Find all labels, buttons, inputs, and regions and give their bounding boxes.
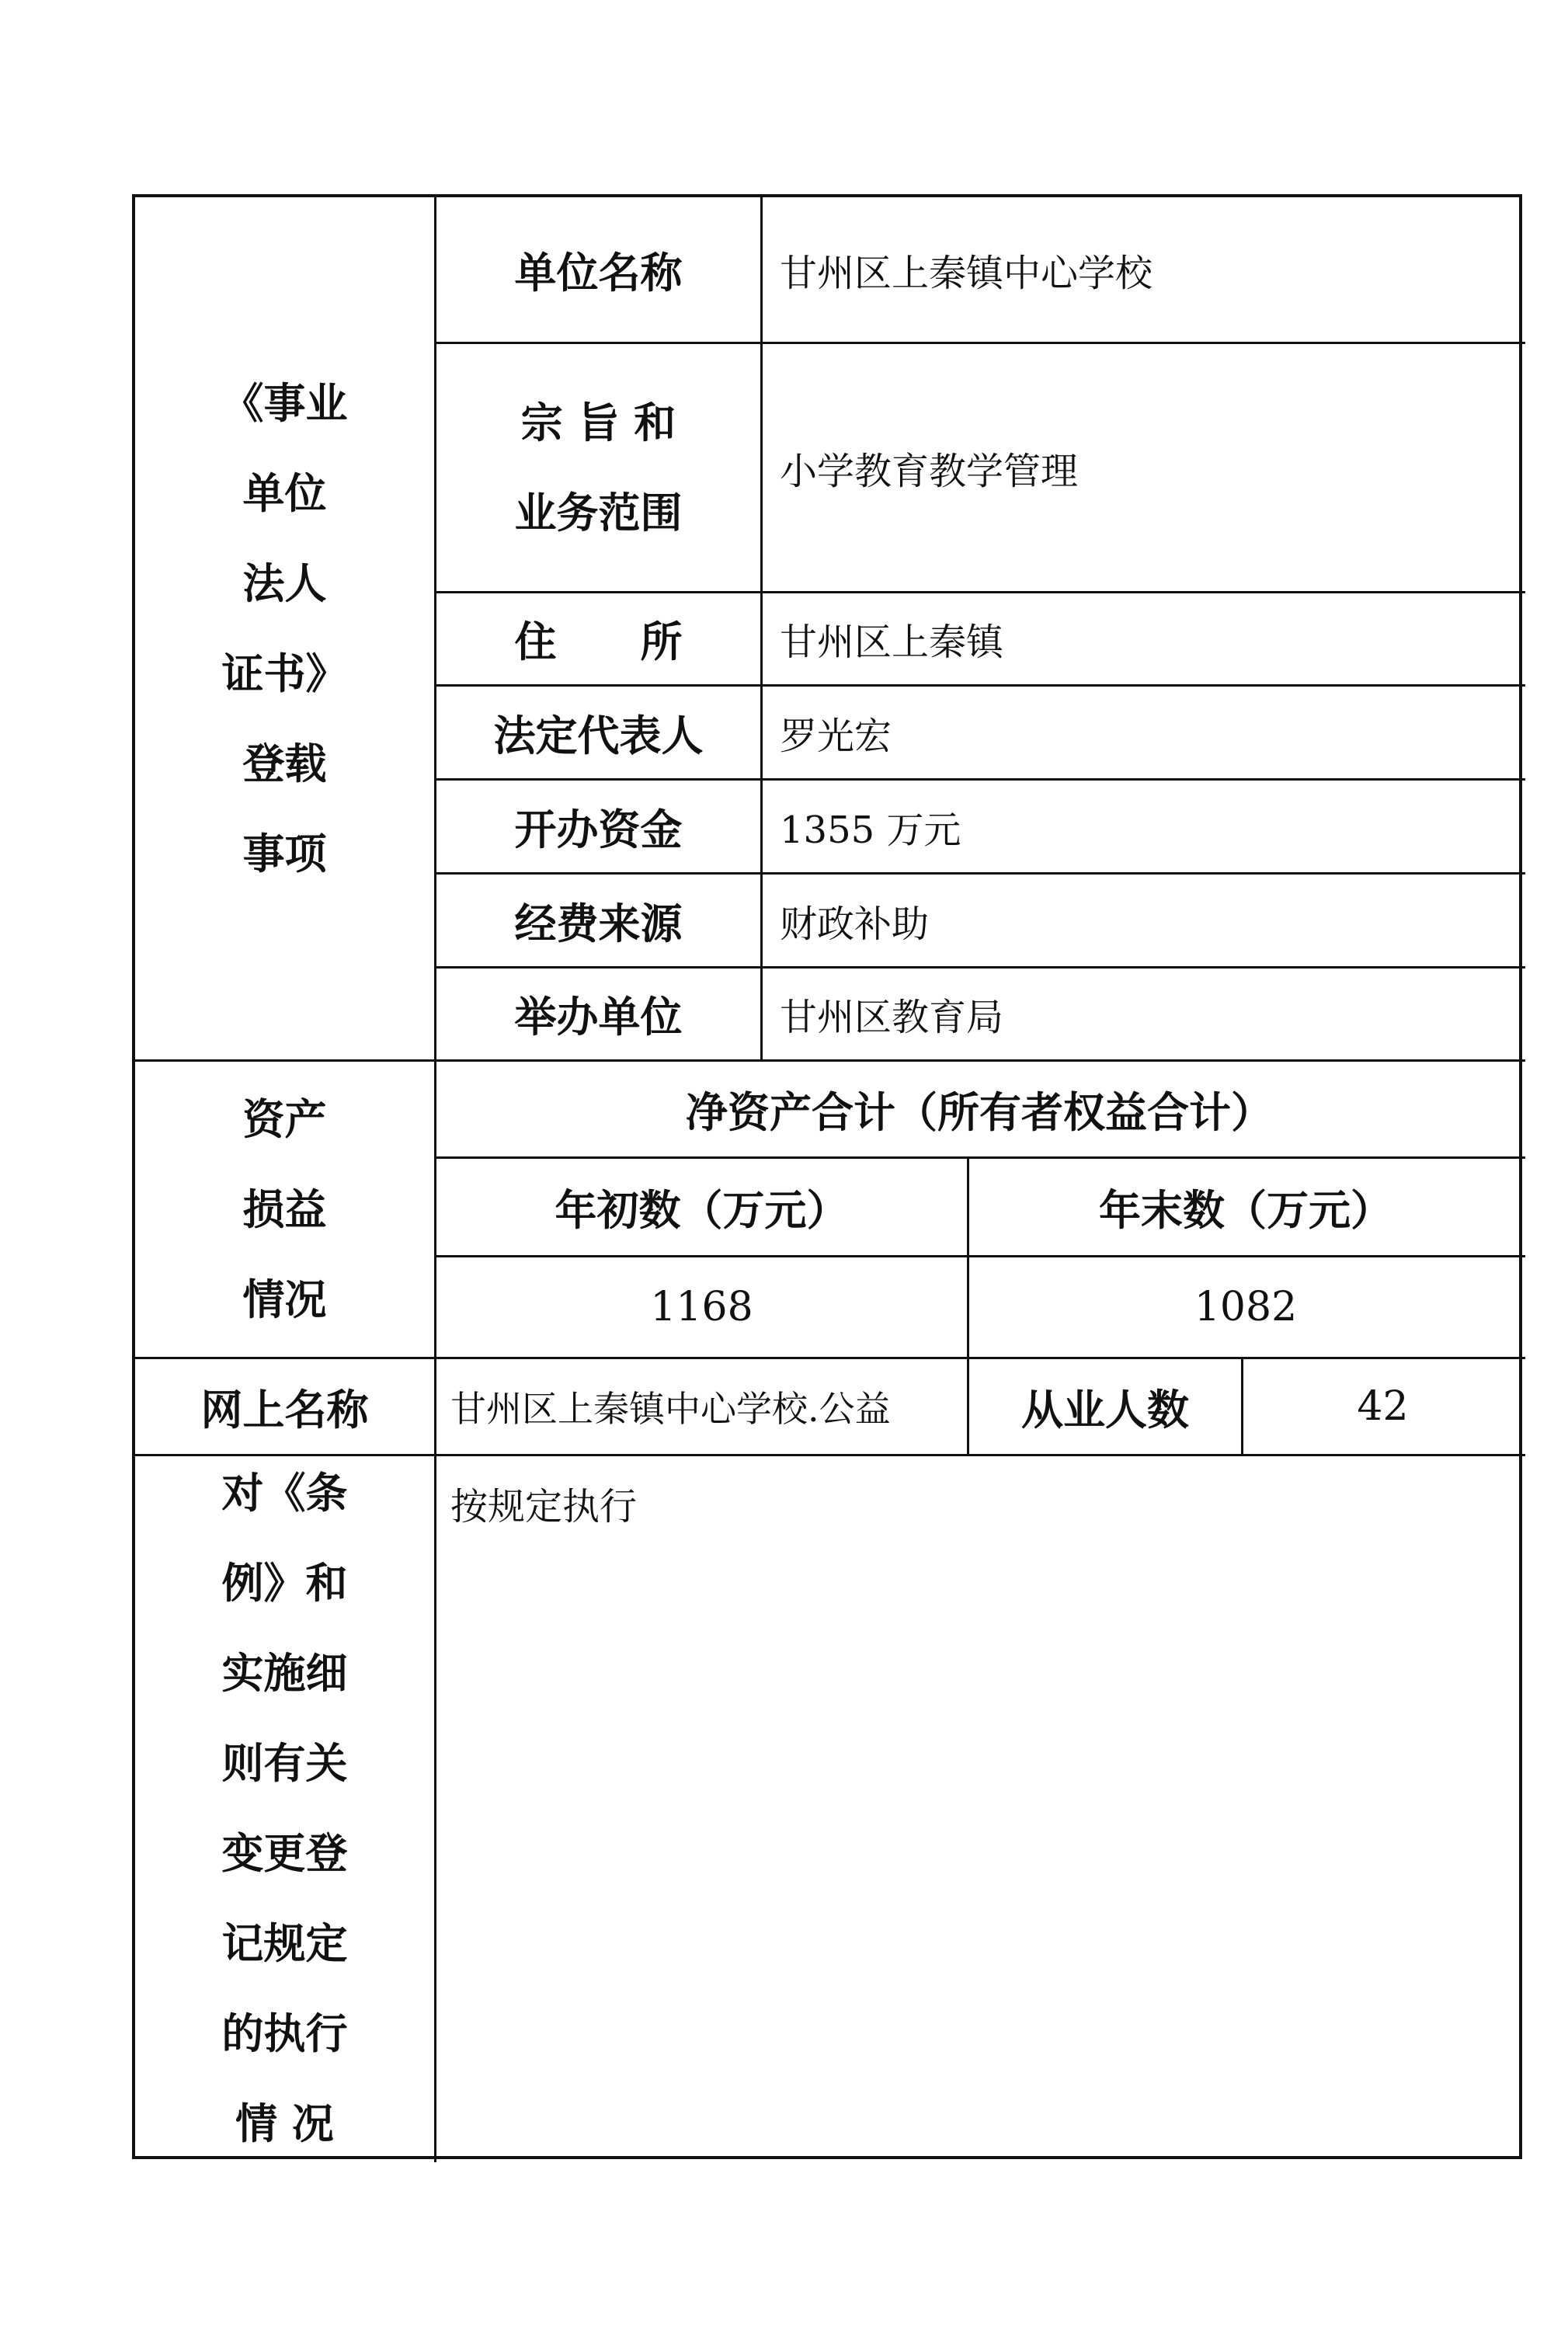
purpose-label: [436, 344, 760, 591]
online-name-label: 网上名称: [200, 1384, 369, 1435]
label-line: 记规定: [221, 1918, 348, 1968]
legal-rep-label: 法定代表人: [493, 710, 704, 760]
unit-name-value: 甘州区上秦镇中心学校: [780, 251, 1153, 295]
begin-year-label: 年初数（万元）: [555, 1184, 849, 1235]
label-line: 宗 旨 和: [520, 398, 676, 447]
label-line: 变更登: [221, 1827, 348, 1878]
label-line: 登载: [242, 739, 327, 788]
online-name-value: 甘州区上秦镇中心学校.公益: [450, 1388, 891, 1430]
end-year-value: 1082: [1194, 1284, 1298, 1330]
grid-line: [434, 197, 436, 2162]
label-line: 例》和: [221, 1557, 348, 1608]
grid-line: [135, 1357, 1525, 1359]
registration-section-label: [135, 197, 434, 1059]
begin-year-value: 1168: [650, 1284, 753, 1330]
purpose-value: 小学教育教学管理: [780, 449, 1079, 493]
label-line: 事项: [242, 829, 327, 878]
grid-line: [434, 591, 1525, 593]
staff-count-label: 从业人数: [1021, 1384, 1189, 1435]
grid-line: [434, 684, 1525, 687]
end-year-label: 年末数（万元）: [1099, 1184, 1392, 1235]
grid-line: [434, 342, 1525, 344]
sponsor-label: 举办单位: [514, 992, 683, 1042]
label-line: 情况: [242, 1275, 327, 1324]
grid-line: [135, 1059, 1525, 1062]
funding-label: 经费来源: [514, 898, 683, 948]
compliance-value: 按规定执行: [450, 1485, 638, 1528]
capital-value: 1355 万元: [780, 808, 961, 852]
grid-line: [1241, 1359, 1243, 1454]
assets-section-label: [135, 1062, 434, 1357]
label-line: 法人: [242, 558, 327, 608]
funding-value: 财政补助: [780, 902, 930, 946]
grid-line: [434, 1156, 1525, 1159]
grid-line: [434, 778, 1525, 781]
label-line: 实施细: [221, 1647, 348, 1698]
label-line: 损益: [242, 1184, 327, 1234]
compliance-section-label: [135, 1456, 434, 2159]
sponsor-value: 甘州区教育局: [780, 996, 1004, 1039]
label-line: 《事业: [221, 378, 348, 428]
address-label: 住 所: [514, 617, 683, 666]
net-assets-header: 净资产合计（所有者权益合计）: [686, 1087, 1273, 1137]
address-value: 甘州区上秦镇: [780, 621, 1004, 664]
unit-name-label: 单位名称: [514, 247, 683, 297]
grid-line: [434, 872, 1525, 875]
label-line: 情 况: [235, 2098, 334, 2148]
label-line: 的执行: [221, 2008, 348, 2058]
label-line: 对《条: [221, 1467, 348, 1518]
grid-line: [967, 1159, 969, 1454]
grid-line: [434, 1255, 1525, 1257]
grid-line: [760, 197, 763, 1062]
grid-line: [434, 966, 1525, 969]
label-line: 则有关: [221, 1737, 348, 1788]
label-line: 业务范围: [514, 488, 683, 537]
label-line: 单位: [242, 468, 327, 518]
capital-label: 开办资金: [514, 804, 683, 854]
legal-rep-value: 罗光宏: [780, 714, 892, 758]
grid-line: [135, 1454, 1525, 1456]
registration-table: [132, 194, 1522, 2159]
label-line: 证书》: [221, 649, 348, 698]
label-line: 资产: [242, 1094, 327, 1144]
staff-count-value: 42: [1357, 1383, 1409, 1430]
